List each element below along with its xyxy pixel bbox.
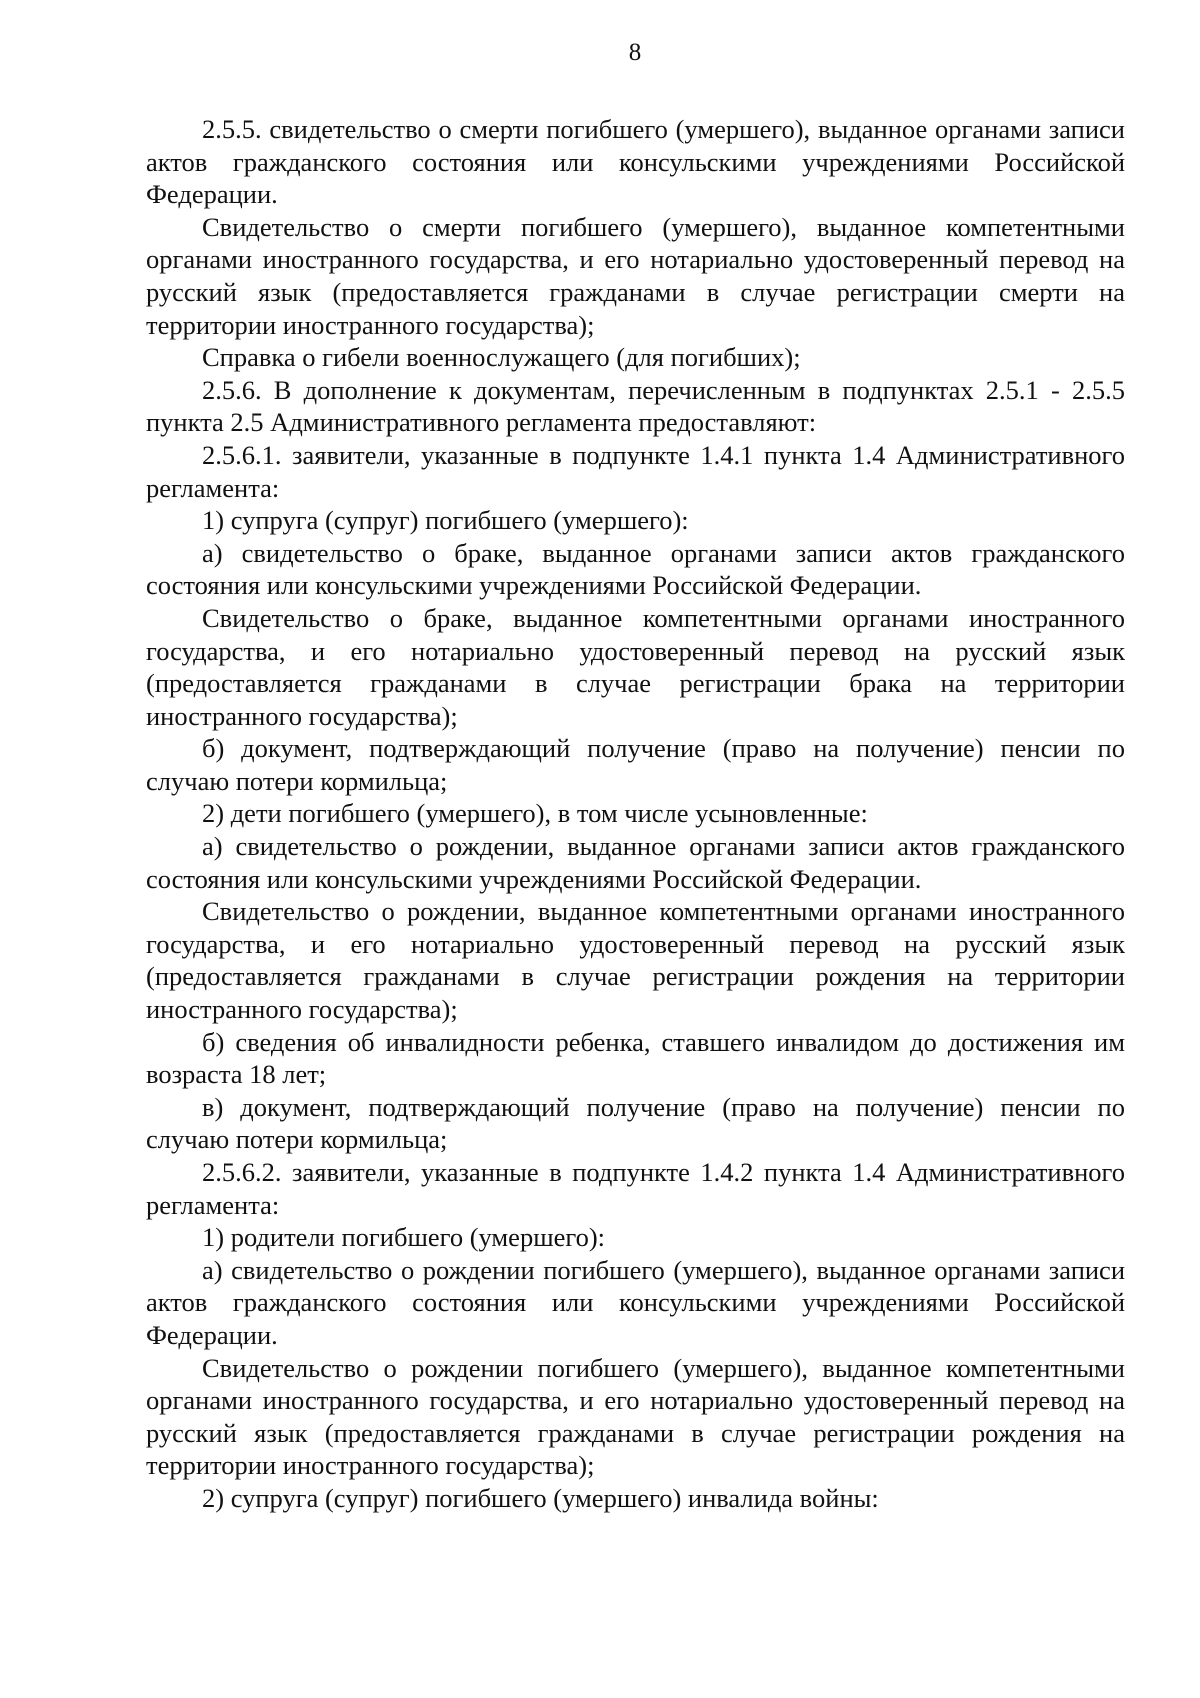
paragraph-birth-certificate: а) свидетельство о рождении, выданное органами записи актов гражданского состояния или консульскими учреждениями Российской Федерации.	[146, 831, 1125, 894]
paragraph-2-5-6-1: 2.5.6.1. заявители, указанные в подпункте 1.4.1 пункта 1.4 Административного регламента:	[146, 439, 1125, 503]
paragraph-disability-info: б) сведения об инвалидности ребенка, ставшего инвалидом до достижения им возраста 18 лет;	[146, 1026, 1125, 1090]
paragraph-2-5-6-2: 2.5.6.2. заявители, указанные в подпункте 1.4.2 пункта 1.4 Административного регламента:	[146, 1157, 1125, 1220]
document-body	[146, 113, 1125, 1515]
paragraph-parents: 1) родители погибшего (умершего):	[202, 1222, 606, 1253]
paragraph-war-invalid-spouse: 2) супруга (супруг) погибшего (умершего) инвалида войны:	[202, 1482, 879, 1513]
paragraph-2-5-6: 2.5.6. В дополнение к документам, перечисленным в подпунктах 2.5.1 - 2.5.5 пункта 2.5 Административного регламента предоставляют:	[146, 374, 1125, 438]
paragraph-marriage-certificate-foreign: Свидетельство о браке, выданное компетентными органами иностранного государства, и его нотариально удостоверенный перевод на русский язык (предоставляется гражданами в случае регистрации брака на территории иностранного государства);	[146, 602, 1125, 731]
paragraph-death-certificate-foreign: Свидетельство о смерти погибшего (умершего), выданное компетентными органами иностранного государства, и его нотариально удостоверенный перевод на русский язык (предоставляется гражданами в случае регистрации смерти на территории иностранного государства);	[146, 211, 1125, 340]
page-number: 8	[628, 39, 642, 66]
paragraph-birth-certificate-foreign: Свидетельство о рождении, выданное компетентными органами иностранного государства, и его нотариально удостоверенный перевод на русский язык (предоставляется гражданами в случае регистрации рождения на территории иностранного государства);	[146, 896, 1125, 1025]
paragraph-children: 2) дети погибшего (умершего), в том числе усыновленные:	[202, 798, 868, 829]
paragraph-death-notice: Справка о гибели военнослужащего (для погибших);	[202, 342, 801, 373]
paragraph-spouse: 1) супруга (супруг) погибшего (умершего):	[202, 505, 689, 536]
paragraph-pension-document-children: в) документ, подтверждающий получение (право на получение) пенсии по случаю потери кормильца;	[146, 1091, 1125, 1155]
paragraph-2-5-5: 2.5.5. свидетельство о смерти погибшего (умершего), выданное органами записи актов гражданского состояния или консульскими учреждениями Российской Федерации.	[146, 114, 1125, 210]
paragraph-pension-document: б) документ, подтверждающий получение (право на получение) пенсии по случаю потери кормильца;	[146, 733, 1125, 796]
paragraph-deceased-birth-certificate-foreign: Свидетельство о рождении погибшего (умершего), выданное компетентными органами иностранного государства, и его нотариально удостоверенный перевод на русский язык (предоставляется гражданами в случае регистрации рождения на территории иностранного государства);	[146, 1352, 1125, 1481]
paragraph-marriage-certificate: а) свидетельство о браке, выданное органами записи актов гражданского состояния или консульскими учреждениями Российской Федерации.	[146, 537, 1125, 601]
paragraph-deceased-birth-certificate: а) свидетельство о рождении погибшего (умершего), выданное органами записи актов гражданского состояния или консульскими учреждениями Российской Федерации.	[146, 1254, 1125, 1350]
